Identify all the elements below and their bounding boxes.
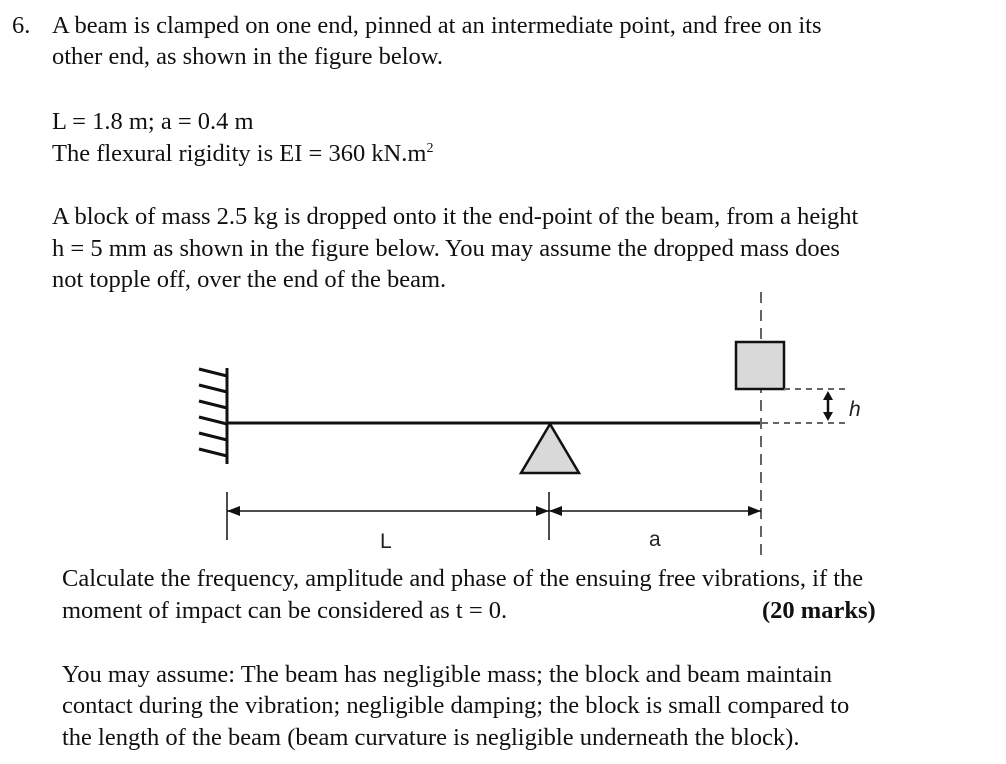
intro-line-1: A beam is clamped on one end, pinned at an intermediate point, and free on its xyxy=(52,12,822,39)
clamp-support-icon xyxy=(199,368,227,464)
dimension-lines xyxy=(227,492,761,540)
assumption-line-3: the length of the beam (beam curvature is negligible underneath the block). xyxy=(62,724,800,751)
task-line-2: moment of impact can be considered as t = 0. xyxy=(62,597,508,624)
block-line-1: A block of mass 2.5 kg is dropped onto it the end-point of the beam, from a height xyxy=(52,203,859,230)
rigidity-exponent: 2 xyxy=(426,140,434,156)
length-label-a: a xyxy=(649,528,661,551)
given-dimensions: L = 1.8 m; a = 0.4 m xyxy=(52,108,254,135)
task-line-1: Calculate the frequency, amplitude and phase of the ensuing free vibrations, if the xyxy=(62,563,863,595)
height-arrow-icon xyxy=(823,391,833,421)
assumption-line-2: contact during the vibration; negligible damping; the block is small compared to xyxy=(62,692,850,719)
marks-label: (20 marks) xyxy=(762,597,876,624)
rigidity-text: The flexural rigidity is EI = 360 kN.m xyxy=(52,140,427,167)
given-rigidity xyxy=(52,138,433,170)
question-number: 6. xyxy=(12,12,31,39)
block-line-2: h = 5 mm as shown in the figure below. You may assume the dropped mass does xyxy=(52,235,840,262)
dropped-block xyxy=(736,342,784,389)
assumption-line-1: You may assume: The beam has negligible mass; the block and beam maintain xyxy=(62,661,833,688)
pin-support-icon xyxy=(521,424,579,473)
height-label: h xyxy=(849,398,861,421)
length-label-L: L xyxy=(380,530,392,553)
beam-figure xyxy=(0,285,1006,575)
intro-line-2: other end, as shown in the figure below. xyxy=(52,43,443,70)
block-line-3: not topple off, over the end of the beam. xyxy=(52,266,447,293)
